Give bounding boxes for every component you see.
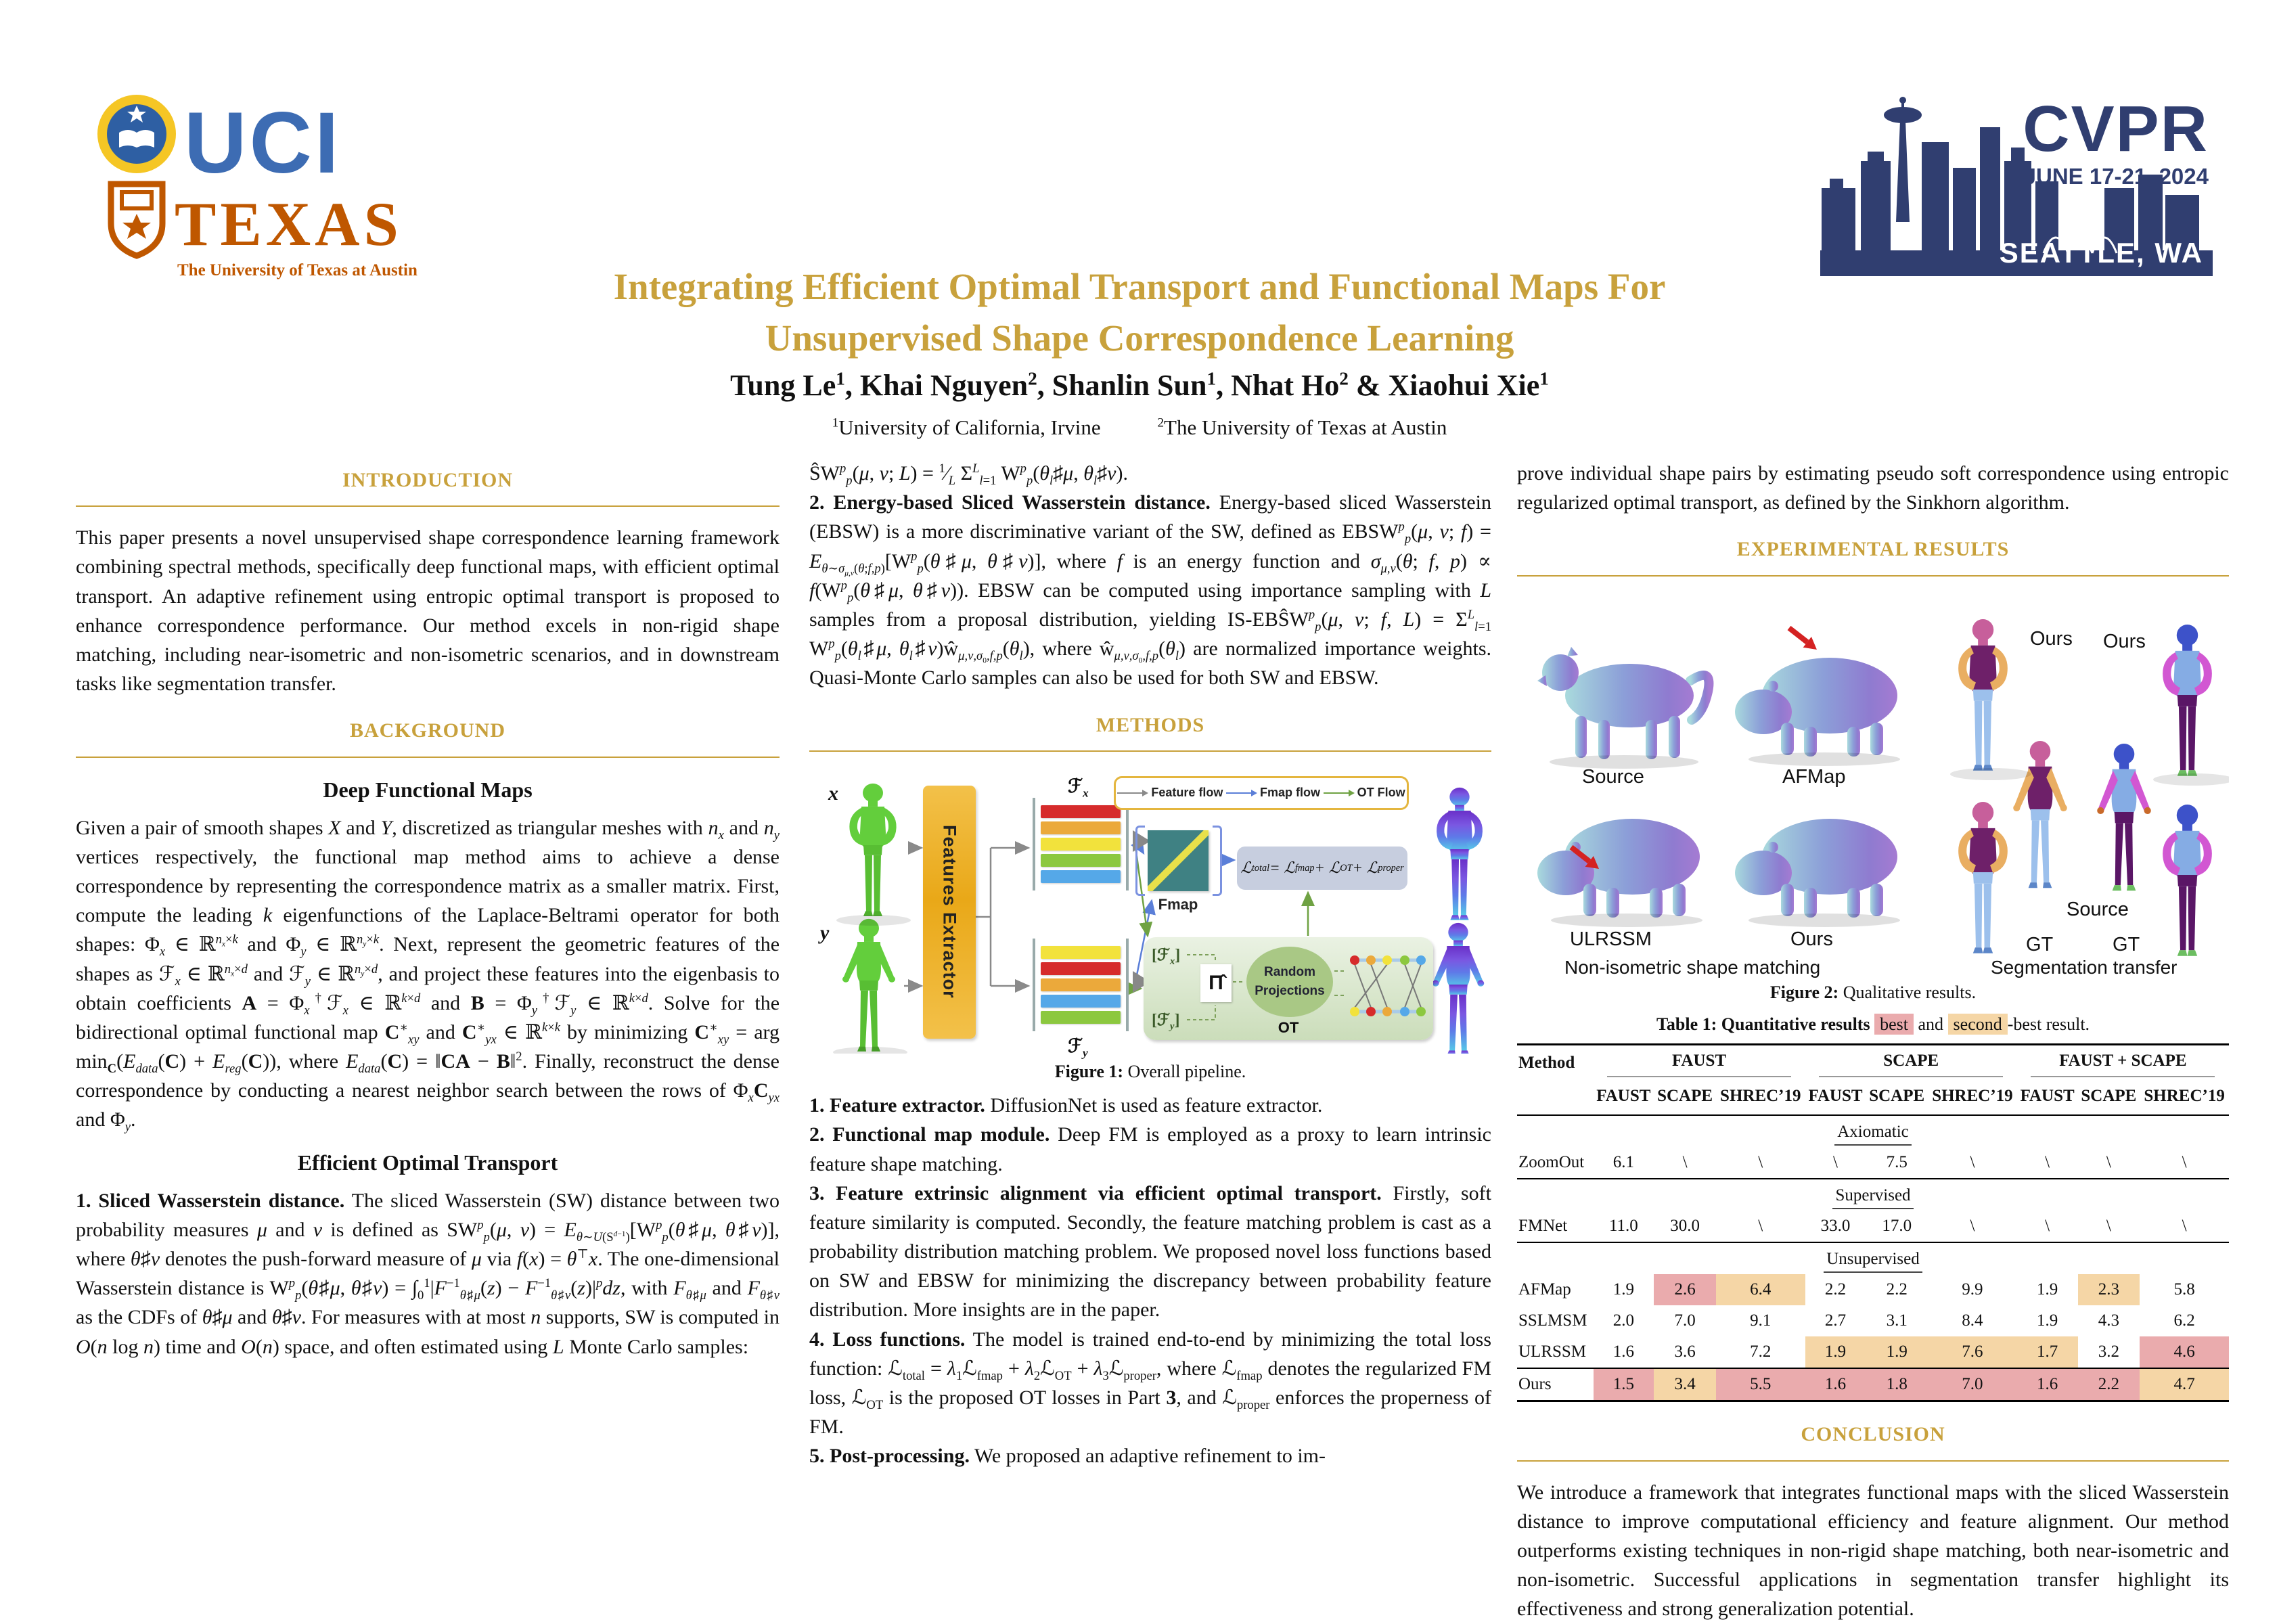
experimental-results-title: EXPERIMENTAL RESULTS xyxy=(1736,538,2010,561)
introduction-title: INTRODUCTION xyxy=(342,469,514,491)
fmap-right-bracket xyxy=(1213,826,1222,896)
blue-arrow-icon xyxy=(1226,792,1256,794)
poster-title-line1: Integrating Efficient Optimal Transport and Functional Maps For xyxy=(613,266,1666,307)
label-ours-human-right: Ours xyxy=(2103,630,2146,652)
postprocessing-continued-paragraph: prove individual shape pairs by estimating pseudo soft correspondence using entropic regularized optimal transport, as defined by the Sinkhorn algorithm. xyxy=(1517,462,2229,514)
texas-logo-text: TEXAS xyxy=(175,189,403,258)
method-item-2: 2. Functional map module. Deep FM is employed as a proxy to learn intrinsic feature shape matching. xyxy=(809,1123,1492,1175)
label-ours-animal: Ours xyxy=(1790,928,1833,950)
sw-estimator-formula: $ŜW^p_p(\mu$, ν; $L) = ^1⁄_L$ $\Sigma^L_{l=1}$ $W^p_p(\theta_l♯\mu$, $\theta_l♯\nu$). xyxy=(809,461,1128,488)
affiliations xyxy=(0,415,2279,440)
table-row-fmnet: FMNet 11.0 30.0 \ 33.0 17.0 \ \ \ \ xyxy=(1518,1217,2187,1236)
methods-title: METHODS xyxy=(1096,713,1205,736)
feature-bar xyxy=(1041,805,1121,818)
introduction-paragraph: This paper presents a novel unsupervised shape correspondence learning framework combining spectral methods, specifically deep functional maps, with efficient optimal transport. An adaptive refinement using entropic optimal transport is proposed to enhance correspondence performance. Our method excels in non-rigid shape matching, including near-isometric and non-isometric scenarios, and in downstream tasks like segmentation transfer. xyxy=(76,526,780,696)
conclusion-title: CONCLUSION xyxy=(1801,1423,1945,1446)
poster-title xyxy=(0,261,2279,364)
section-axiomatic: Axiomatic xyxy=(1517,1115,2229,1147)
figure-1-pipeline xyxy=(809,768,1491,1060)
subcolumn-header-row: FAUST SCAPE SHREC’19 FAUST SCAPE SHREC’19 FAUST SCAPE SHREC’19 xyxy=(1517,1081,2229,1115)
affiliation-2: $^2$The University of Texas at Austin xyxy=(1157,415,1447,439)
uci-logo-text: UCI xyxy=(184,95,342,191)
feature-bar xyxy=(1041,1011,1121,1024)
total-loss-box: ℒ total = ℒ fmap + ℒ OT + ℒ proper xyxy=(1237,847,1407,890)
shape-x-label: x xyxy=(828,782,838,805)
section-background-header xyxy=(76,716,780,757)
gold-rule xyxy=(1517,1460,2229,1462)
legend-fmap-flow: Fmap flow xyxy=(1226,784,1320,802)
label-source-animal: Source xyxy=(1582,765,1644,788)
table-row-sslmsm: SSLMSM 2.0 7.0 9.1 2.7 3.1 8.4 1.9 4.3 6.2 xyxy=(1518,1311,2195,1330)
gold-rule xyxy=(76,757,780,758)
feature-bar xyxy=(1041,995,1121,1008)
ot-module-box xyxy=(1144,937,1433,1040)
table-row-afmap: AFMap 1.9 2.6 6.4 2.2 2.2 9.9 1.9 2.3 5.8 xyxy=(1517,1274,2229,1305)
feature-bar xyxy=(1041,946,1121,959)
group-faust-scape: FAUST + SCAPE xyxy=(2017,1045,2229,1081)
method-item-5: 5. Post-processing. We proposed an adaptive refinement to im- xyxy=(809,1445,1326,1468)
method-item-3: 3. Feature extrinsic alignment via efficient optimal transport. Firstly, soft feature similarity is computed. Secondly, the feature matching problem is cast as a probability distribution matching problem. We proposed novel loss functions based on SW and EBSW for minimizing the discrepancy between probability feature distribution. More insights are in the paper. xyxy=(809,1181,1492,1322)
cvpr-dates: JUNE 17-21, 2024 xyxy=(2023,164,2209,189)
ebsw-paragraph: 2. Energy-based Sliced Wasserstein distance. Energy-based sliced Wasserstein (EBSW) is a more discriminative variant of the SW, defined as $EBSW^p_p(\mu$, ν; $f) = E_{\theta\sim\sigma_{\mu,\nu}(\theta;f,p)}[W^p_p(\theta♯\mu$, θ♯ν)], where f is an energy function and $\sigma_{\mu,\nu}(\theta$; f, $p) \propto f(W^p_p(\theta♯\mu$, θ♯ν)). EBSW can be computed using importance sampling with L samples from a proposal distribution, yielding $IS-EBŜW^p_p(\mu$, ν; f, $L) = \Sigma^L_{l=1}$ $W^p_p(\theta_l♯\mu$, $\theta_l♯\nu)ŵ_{\mu,\nu,\sigma_0,f,p}(\theta_l)$, where $ŵ_{\mu,\nu,\sigma_0,f,p}(\theta_l)$ are normalized importance weights. Quasi-Monte Carlo samples can also be used for both SW and EBSW. xyxy=(809,491,1492,690)
method-item-1: 1. Feature extractor. DiffusionNet is used as feature extractor. xyxy=(809,1094,1323,1117)
ot-label: OT xyxy=(1278,1019,1299,1037)
label-ulrssm: ULRSSM xyxy=(1570,928,1652,950)
fmap-left-bracket xyxy=(1135,826,1145,896)
group-scape: SCAPE xyxy=(1805,1045,2017,1081)
fmap-label: Fmap xyxy=(1158,895,1198,913)
feature-bar xyxy=(1041,962,1121,975)
shape-y-label: y xyxy=(820,921,830,944)
background-title: BACKGROUND xyxy=(349,719,505,742)
gray-arrow-icon xyxy=(1117,792,1147,794)
feature-bar xyxy=(1041,870,1121,883)
green-arrow-icon xyxy=(1324,792,1353,794)
second-color-chip: second xyxy=(1948,1014,2008,1035)
fy-feature-stack xyxy=(1033,939,1129,1031)
sliced-wasserstein-paragraph: 1. Sliced Wasserstein distance. The sliced Wasserstein (SW) distance between two probability measures μ and ν is defined as $SW^p_p(\mu$, $\nu) = E_{\theta\sim U(S^{d-1})}[W^p_p(\theta♯\mu$, θ♯ν)], where θ♯ν denotes the push-forward measure of μ via f(x) = θ⊤x. The one-dimensional Wasserstein distance is $W^p_p(\theta♯\mu$, θ♯ν) = $\int_0^1|F^{-1}_{\theta♯\mu}(z) - F^{-1}_{\theta♯\nu}(z)|^pdz$, with $F_{\theta♯\mu}$ and $F_{\theta♯\nu}$ as the CDFs of θ♯μ and θ♯ν. For measures with at most n supports, SW is computed in O(n log n) time and O(n) space, and often estimated using L Monte Carlo samples: xyxy=(76,1189,780,1358)
figure-2-caption: Figure 2: Qualitative results. xyxy=(1769,982,1977,1002)
table-row-ours: Ours 1.5 3.4 5.5 1.6 1.8 7.0 1.6 2.2 4.7 xyxy=(1517,1368,2229,1401)
section-conclusion-header xyxy=(1517,1420,2229,1461)
legend-feature-flow: Feature flow xyxy=(1117,784,1223,802)
figure-1-caption: Figure 1: Overall pipeline. xyxy=(1054,1061,1246,1081)
poster-title-line2: Unsupervised Shape Correspondence Learning xyxy=(765,317,1514,359)
best-color-chip: best xyxy=(1874,1014,1914,1035)
label-gt-right: GT xyxy=(2113,933,2140,955)
section-methods-header xyxy=(809,710,1491,752)
caption-non-isometric: Non-isometric shape matching xyxy=(1564,956,1821,978)
label-gt-left: GT xyxy=(2026,933,2054,955)
ot-fx-label: [ℱ$_x$] xyxy=(1152,946,1181,967)
ot-fy-label: [ℱ$_y$] xyxy=(1152,1011,1180,1032)
deep-functional-maps-paragraph: Given a pair of smooth shapes X and Y, discretized as triangular meshes with $n_x$ and $n_y$ vertices respectively, the functional map method aims to achieve a dense correspondence by representing the correspondence matrix as a smaller matrix. First, compute the leading k eigenfunctions of the Laplace-Beltrami operator for both shapes: $\Phi_x$ ∈ ℝ$^{n_x\times k}$ and $\Phi_y$ ∈ ℝ$^{n_y\times k}$. Next, represent the geometric features of the shapes as ℱ$_x$ ∈ ℝ$^{n_x\times d}$ and ℱ$_y$ ∈ ℝ$^{n_y\times d}$, and project these features into the eigenbasis to obtain coefficients $A = \Phi_x^\dagger ℱ_x$ ∈ ℝ$^{k\times d}$ and $B = \Phi_y^\dagger ℱ_y$ ∈ ℝ$^{k\times d}$. Solve for the bidirectional optimal functional map $C^∗_{xy}$ and $C^∗_{yx}$ ∈ ℝ$^{k\times k}$ by minimizing $C^∗_{xy}$ = arg $\min_C(E_{data}(C) + E_{reg}(C))$, where $E_{data}(C)$ = ‖CA − B‖$^2$. Finally, reconstruct the dense correspondence by conducting a nearest neighbor search between the rows of $\Phi_xC_{yx}$ and $\Phi_y$. xyxy=(76,816,780,1135)
feature-bar xyxy=(1041,978,1121,991)
cvpr-logo-text: CVPR xyxy=(2023,93,2209,165)
fx-label: ℱ$_x$ xyxy=(1068,775,1089,800)
deep-functional-maps-title: Deep Functional Maps xyxy=(323,777,533,802)
affiliation-1: $^1$University of California, Irvine xyxy=(832,415,1101,439)
quantitative-results-table xyxy=(1517,1043,2229,1402)
fx-feature-stack xyxy=(1033,798,1129,890)
efficient-ot-title: Efficient Optimal Transport xyxy=(297,1150,558,1175)
table-row-ulrssm: ULRSSM 1.6 3.6 7.2 1.9 1.9 7.6 1.7 3.2 4.6 xyxy=(1517,1336,2229,1368)
flow-legend xyxy=(1114,776,1409,810)
label-ours-human-left: Ours xyxy=(2030,627,2073,650)
gold-rule xyxy=(1517,575,2229,577)
section-results-header xyxy=(1517,535,2229,576)
random-projections-ellipse: Random Projections xyxy=(1246,947,1333,1017)
method-item-4: 4. Loss functions. The model is trained end-to-end by minimizing the total loss function: ℒ$_{total}$ = $\lambda_1ℒ_{fmap}$ + $\lambda_2ℒ_{OT}$ + $\lambda_3ℒ_{proper}$, where ℒ$_{fmap}$ denotes the regularized FM loss, ℒ$_{OT}$ is the proposed OT losses in Part 3, and ℒ$_{proper}$ enforces the properness of FM. xyxy=(809,1328,1492,1439)
section-introduction-header xyxy=(76,466,780,507)
section-unsupervised: Unsupervised xyxy=(1517,1242,2229,1274)
feature-bar xyxy=(1041,821,1121,834)
gold-rule xyxy=(809,750,1491,752)
authors: Tung Le$^1$, Khai Nguyen$^2$, Shanlin Sun$^1$, Nhat Ho$^2$ & Xiaohui Xie$^1$ xyxy=(730,368,1549,402)
method-column-header: Method xyxy=(1518,1054,1575,1073)
transport-plan-box: Π̂ xyxy=(1200,964,1232,1002)
table-1-caption: Table 1: Quantitative results best and second -best result. xyxy=(1656,1014,2090,1034)
middle-column xyxy=(809,459,1491,1471)
figure-2-qualitative xyxy=(1517,593,2229,977)
features-extractor-box: Features Extractor xyxy=(923,786,976,1039)
feature-bar xyxy=(1041,838,1121,851)
feature-bar xyxy=(1041,854,1121,867)
group-header-row xyxy=(1517,1045,2229,1081)
left-column xyxy=(76,466,780,1361)
fmap-matrix xyxy=(1148,830,1209,891)
cvpr-logo xyxy=(1820,80,2213,276)
right-column xyxy=(1517,459,2229,1624)
label-afmap: AFMap xyxy=(1782,765,1846,788)
legend-ot-flow: OT Flow xyxy=(1324,784,1405,802)
fy-label: ℱ$_y$ xyxy=(1068,1035,1088,1060)
group-faust: FAUST xyxy=(1594,1045,1805,1081)
conclusion-paragraph: We introduce a framework that integrates functional maps with the sliced Wasserstein distance to improve computational efficiency and feature alignment. Our method outperforms existing techniques in non-rigid shape matching, both near-isometric and non-isometric. Successful applications in segmentation transfer highlight its effectiveness and strong generalization potential. xyxy=(1517,1481,2229,1621)
gold-rule xyxy=(76,505,780,507)
texas-logo-subtext: The University of Texas at Austin xyxy=(177,261,418,279)
section-supervised: Supervised xyxy=(1517,1179,2229,1211)
cvpr-city: SEATTLE, WA xyxy=(1999,237,2203,269)
label-source-human: Source xyxy=(2067,898,2129,920)
table-row-zoomout: ZoomOut 6.1 \ \ \ 7.5 \ \ \ \ xyxy=(1518,1153,2187,1172)
caption-segmentation: Segmentation transfer xyxy=(1991,956,2178,978)
